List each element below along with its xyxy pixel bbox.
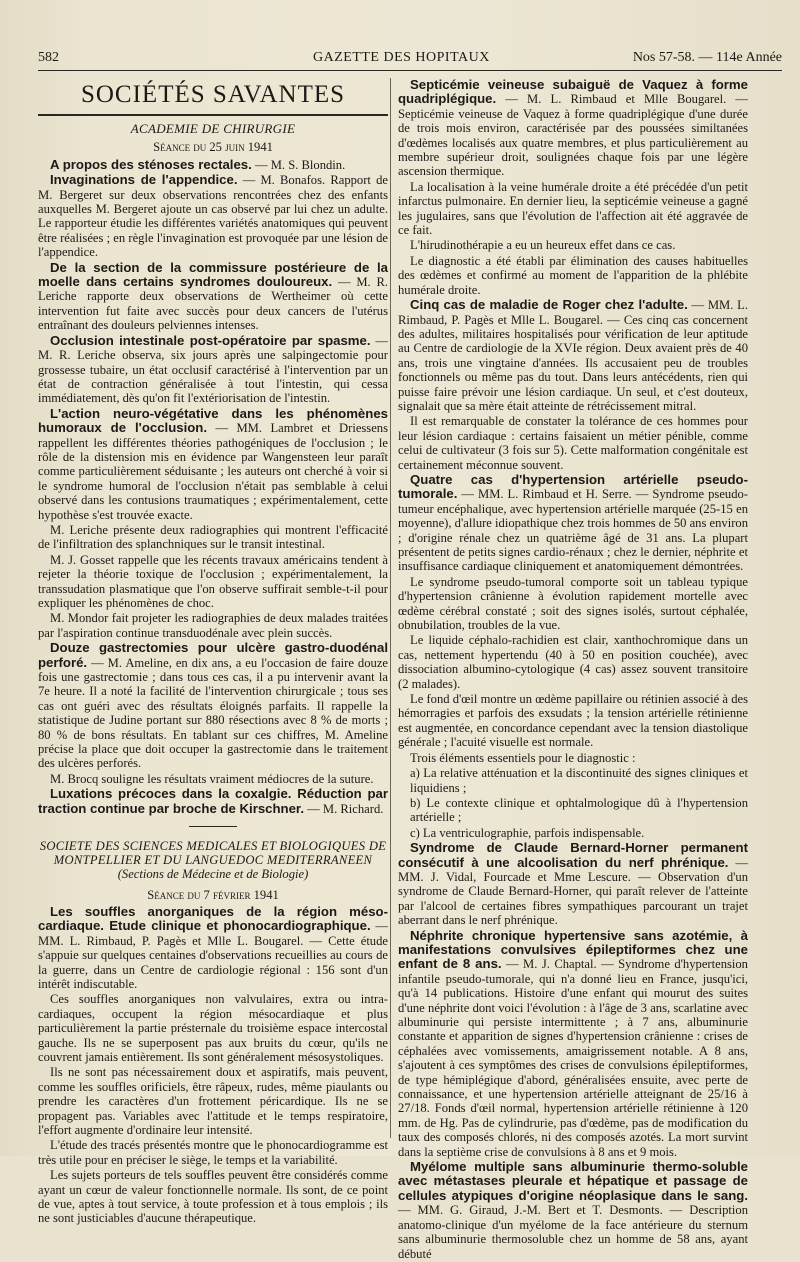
journal-title: GAZETTE DES HOPITAUX [313, 50, 490, 65]
article: Cinq cas de maladie de Roger chez l'adulte. — MM. L. Rimbaud, P. Pagès et Mlle L. Bougarel. — Ces cinq cas concernent des adultes, militaires hospitalisés pour vérification de leur aptitude au Centre de cardiologie de la XVIe région. Deux avaient près de 40 ans, trois une vingtaine d'années. Ils accusaient peu de troubles fonctionnels ou même pas du tout. Dans leurs antécédents, rien qui puisse faire prévoir une lésion cardiaque. Un seul, et c'est douteux, signalait que sa mère était atteinte de rétrécissement mitral. [398, 297, 748, 413]
list-item: b) Le contexte clinique et ophtalmologique dû à l'hypertension artérielle ; [410, 795, 748, 825]
paragraph: Trois éléments essentiels pour le diagnostic : [410, 750, 636, 765]
paragraph: Les sujets porteurs de tels souffles peuvent être considérés comme ayant un cœur de valeur fonctionnelle normale. Ils sont, de ce point de vue, aptes à tout service, à toute profession et à tous emplois ; ils ne sont justiciables d'aucune thérapeutique. [38, 1168, 388, 1226]
paragraph: L'étude des tracés présentés montre que le phonocardiogramme est très utile pour en préciser le siège, le temps et la variabilité. [38, 1138, 388, 1167]
article: Luxations précoces dans la coxalgie. Réduction par traction continue par broche de Kirschner. — M. Richard. [38, 786, 388, 816]
article: Douze gastrectomies pour ulcère gastro-duodénal perforé. — M. Ameline, en dix ans, a eu l'occasion de faire douze fois une gastrectomie ; dans tous ces cas, il a pu intervenir avant la 7e heure. Il a noté la facilité de l'intervention chirurgicale ; tous ses cas ont guéri avec des résultats éloignés parfaits. Il rappelle la statistique de Judine portant sur 880 résections avec 8 % de morts ; 80 % de bons résultats. En tablant sur ces chiffres, M. Ameline précise la place que doit occuper la gastrectomie dans le traitement des ulcères perforés. [38, 640, 388, 771]
article: Occlusion intestinale post-opératoire par spasme. — M. R. Leriche observa, six jours après une salpingectomie pour grossesse tubaire, un état occlusif caractérisé à l'intervention par un état de contraction généralisée à tout l'intestin, qui cessa immédiatement, dès qu'on fit l'extériorisation de l'intestin. [38, 332, 388, 406]
society-subheading: (Sections de Médecine et de Biologie) [117, 867, 309, 882]
paragraph: Le liquide céphalo-rachidien est clair, xanthochromique dans un cas, nettement hypertendu (40 à 50 en position couchée), avec dissociation albumino-cytologique (4 cas) assez souvent transitoire (2 malades). [398, 633, 748, 691]
issue-number: Nos 57-58. — 114e Année [632, 50, 782, 65]
section-title: SOCIÉTÉS SAVANTES [80, 81, 346, 108]
paragraph: M. J. Gosset rappelle que les récents travaux américains tendent à rejeter la théorie toxique de l'occlusion ; expérimentalement, la transsudation plasmatique que l'on observe suffirait semble-t-il pour expliquer les phénomènes de choc. [38, 552, 388, 610]
paragraph: M. Leriche présente deux radiographies qui montrent l'efficacité de l'infiltration des splanchniques sur le transit intestinal. [38, 522, 388, 552]
article: A propos des sténoses rectales. — M. S. Blondin. [50, 156, 346, 172]
article: Syndrome de Claude Bernard-Horner permanent consécutif à une alcoolisation du nerf phrénique. — MM. J. Vidal, Fourcade et Mme Lescure. — Observation d'un syndrome de Claude Bernard-Horner, qui paraît relever de l'atteinte par l'alcool de certaines fibres sympathiques parcourant un trajet aberrant dans le nerf phrénique. [398, 840, 748, 928]
left-column [38, 78, 388, 1227]
paragraph: Il est remarquable de constater la tolérance de ces hommes pour leur lésion cardiaque : certains faisaient un métier pénible, comme celui de cultivateur (3 fois sur 5). Cette malformation congénitale est certainement méconnue souvent. [398, 414, 748, 472]
page-header [38, 48, 782, 71]
separator-rule [189, 826, 237, 827]
article: Les souffles anorganiques de la région méso-cardiaque. Etude clinique et phonocardiographique. — MM. L. Rimbaud, P. Pagès et Mlle L. Bougarel. — Cette étude s'appuie sur quelques centaines d'observations recueillies au cours de la guerre, dans un Centre de cardiologie régional : 156 sont d'un intérêt indiscutable. [38, 903, 389, 991]
article: Myélome multiple sans albuminurie thermo-soluble avec métastases pleurale et hépatique et passage de cellules atypiques d'origine néoplasique dans le sang. — MM. G. Giraud, J.-M. Bert et T. Desmonts. — Description anatomo-clinique d'un myélome de la face antérieure du sternum sans albuminurie thermosoluble chez un homme de 58 ans, ayant débuté [398, 1159, 748, 1261]
list-item: c) La ventriculographie, parfois indispensable. [410, 825, 645, 840]
paragraph: La localisation à la veine humérale droite a été précédée d'un petit infarctus pulmonaire. En dernier lieu, la septicémie veineuse a gagné les jugulaires, sans que l'évolution de l'affection ait été aggravée de ce fait. [398, 179, 748, 238]
session-date: Séance du 25 juin 1941 [153, 140, 273, 155]
section-rule [38, 114, 388, 116]
list-item: a) La relative atténuation et la discontinuité des signes cliniques et liquidiens ; [410, 766, 748, 795]
academy-heading: ACADEMIE DE CHIRURGIE [130, 121, 296, 136]
paragraph: M. Mondor fait projeter les radiographies de deux malades traitées par l'aspiration continue transduodénale avec plein succès. [38, 611, 388, 640]
paragraph: M. Brocq souligne les résultats vraiment médiocres de la suture. [50, 771, 374, 786]
article: Invaginations de l'appendice. — M. Bonafos. Rapport de M. Bergeret sur deux observations rencontrées chez des enfants auxquelles M. Bergeret ajoute un cas observé par lui chez un adulte. Le rapporteur étudie les différentes variétés anatomiques qui peuvent être réalisées ; en règle l'invagination est provoquée par une lésion de l'appendice. [38, 172, 388, 260]
paragraph: Ils ne sont pas nécessairement doux et aspiratifs, mais peuvent, comme les souffles orificiels, être râpeux, rudes, même piaulants ou prendre les caractères d'un frottement péricardique. Ils ne se propagent pas. Variables avec l'attitude et le temps respiratoire, l'effort augmente d'ordinaire leur intensité. [38, 1065, 388, 1137]
paragraph: Le fond d'œil montre un œdème papillaire ou rétinien associé à des hémorragies et parfois des exsudats ; la tension artérielle rétinienne est augmentée, en concordance cependant avec la tension diastolique générale ; l'acuité visuelle est normale. [398, 692, 748, 750]
session-date: Séance du 7 février 1941 [147, 887, 279, 902]
article: Septicémie veineuse subaiguë de Vaquez à forme quadriplégique. — M. L. Rimbaud et Mlle Bougarel. — Septicémie veineuse de Vaquez à forme quadriplégique d'une durée de trois mois environ, caractérisée par des poussées similtanées d'œdèmes localisés aux quatre membres, et plus particulièrement au membre supérieur droit, soulignées chaque fois par une légère ascension thermique. [398, 77, 748, 179]
society-heading: SOCIETE DES SCIENCES MEDICALES ET BIOLOGIQUES DE MONTPELLIER ET DU LANGUEDOC MEDITERRANEEN [39, 839, 387, 868]
page-number: 582 [38, 50, 59, 65]
paragraph: Le syndrome pseudo-tumoral comporte soit un tableau typique d'hypertension crânienne à évolution rapidement mortelle avec œdème cérébral constaté ; soit des signes isolés, surtout céphalée, obnubilation, troubles de la vue. [398, 574, 748, 633]
paragraph: Ces souffles anorganiques non valvulaires, extra ou intra-cardiaques, occupent la région mésocardiaque et plus particulièrement la partie présternale du troisième espace intercostal gauche. Ils ne se superposent pas aux bruits du cœur, qu'ils ne couvrent jamais entièrement. Ils sont généralement mésosystoliques. [38, 992, 388, 1064]
article: De la section de la commissure postérieure de la moelle dans certains syndromes douloureux. — M. R. Leriche rapporte deux observations de Wertheimer où cette intervention fut faite avec succès pour deux cancers de l'utérus entraînant des douleurs pelviennes intenses. [38, 259, 388, 333]
article: L'action neuro-végétative dans les phénomènes humoraux de l'occlusion. — MM. Lambret et Driessens rappellent les différentes théories pathogéniques de l'occlusion ; le rôle de la distension mis en évidence par Wangensteen leur paraît comme particulièrement séduisante ; les auteurs ont cherché à voir si le syndrome humoral de l'occlusion n'était pas semblable à celui observé dans les contusions traumatiques ; expérimentalement, cette hypothèse s'est trouvée exacte. [38, 405, 388, 522]
paragraph: Le diagnostic a été établi par élimination des causes habituelles des œdèmes et confirmé au moment de l'apparition de la phlébite humérale droite. [398, 253, 748, 297]
article: Néphrite chronique hypertensive sans azotémie, à manifestations convulsives épileptiformes chez une enfant de 8 ans. — M. J. Chaptal. — Syndrome d'hypertension infantile pseudo-tumorale, qui n'a donné lieu en France, jusqu'ici, qu'à 14 publications. Histoire d'une enfant qui mourut des suites d'une néphrite dont voici l'évolution : à l'âge de 3 ans, scarlatine avec albuminurie qui persiste intermittente ; à 7 ans, albuminurie constante et apparition de signes d'hypertension crânienne : crises de céphalées avec vomissements, amaigrissement notable. A 8 ans, s'ajoutent à ces symptômes des crises de convulsions épileptiformes, de type hémiplégique d'abord, généralisées ensuite, avec perte de connaissance, et une hypertension artérielle atteignant de 25/16 à 27/18. Fonds d'œil normal, hypertension artérielle rétinienne à 120 mm. de Hg. Pas de cylindrurie, pas d'œdème, pas de modification du taux des composés chlorés, ni des composés azotés. La mort survint dans la septième crise de convulsions à 8 ans et 9 mois. [398, 927, 748, 1159]
paragraph: L'hirudinothérapie a eu un heureux effet dans ce cas. [410, 238, 676, 253]
article: Quatre cas d'hypertension artérielle pseudo-tumorale. — MM. L. Rimbaud et H. Serre. — Syndrome pseudo-tumeur encéphalique, avec hypertension artérielle marquée (25-15 en moyenne), d'allure idiopathique chez trois hommes de 50 ans environ ; d'origine rénale chez un quatrième âgé de 31 ans. La plupart présentent de petits signes cardio-rénaux ; chez le dernier, néphrite et insuffisance cardiaque cliniquement et anatomiquement démontrées. [398, 471, 748, 574]
column-divider [390, 78, 391, 1138]
right-column [398, 78, 748, 1262]
